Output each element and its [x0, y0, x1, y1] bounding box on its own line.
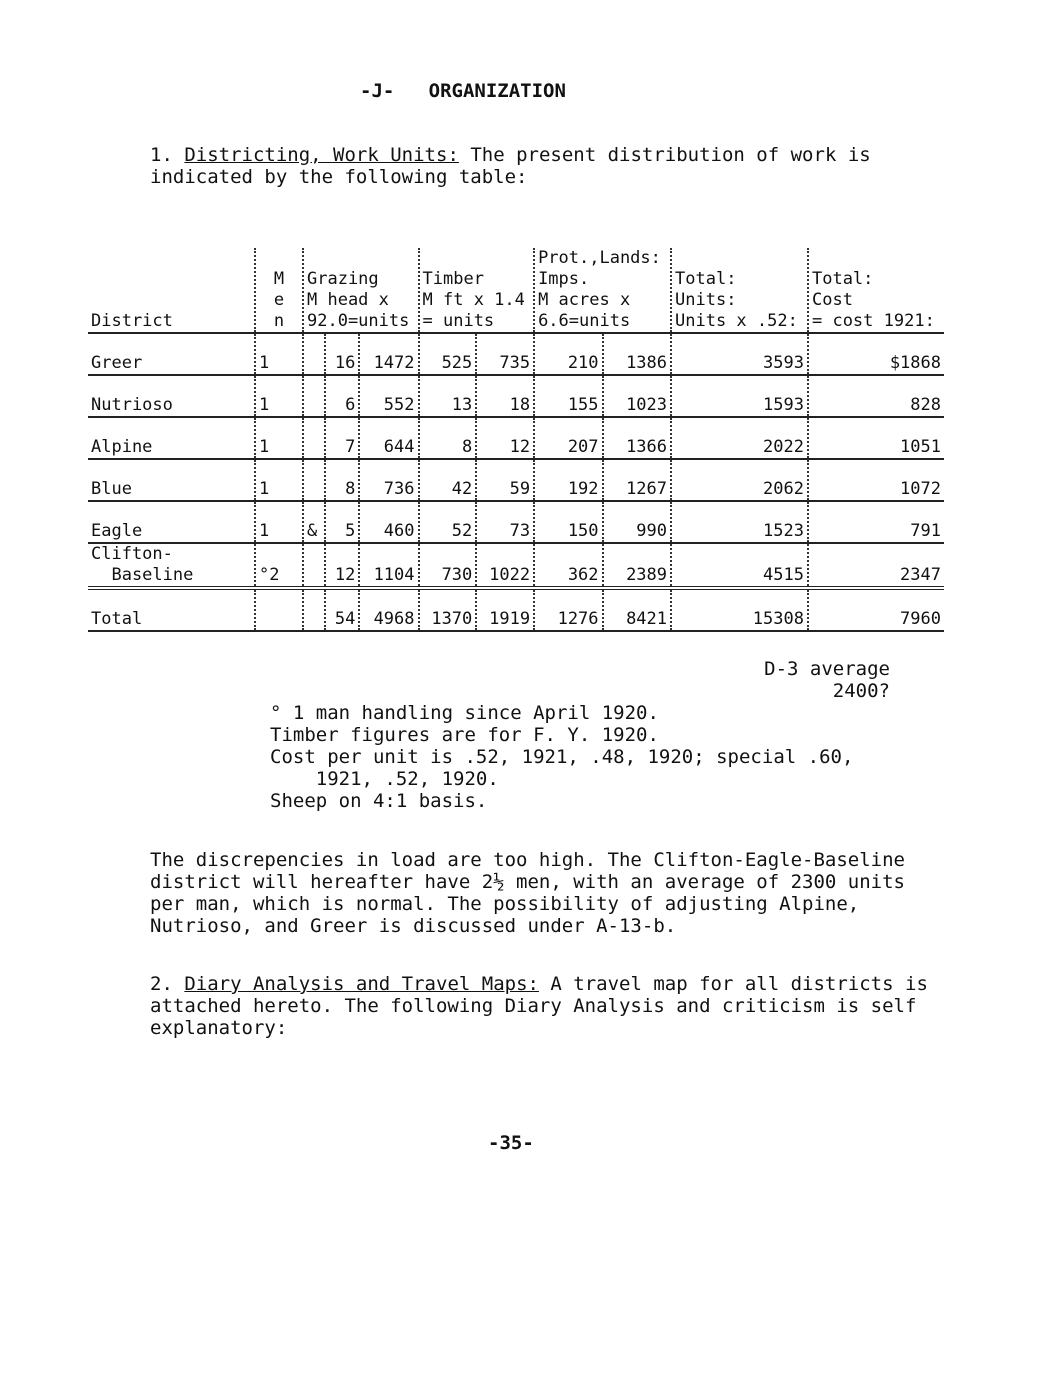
cell-timber-ft: 1370: [419, 588, 477, 631]
cell-total-cost: 1051: [808, 417, 944, 459]
cell-timber-units: 18: [476, 375, 534, 417]
cell-timber-units: 73: [476, 501, 534, 543]
cell-prot-acres: 192: [534, 459, 602, 501]
header-district: District: [88, 248, 255, 333]
cell-district: Alpine: [88, 417, 255, 459]
cell-total-units: 1593: [671, 375, 808, 417]
section-2-heading: Diary Analysis and Travel Maps:: [184, 973, 539, 995]
page-title: -J- ORGANIZATION: [360, 80, 566, 102]
cell-mark: [303, 543, 325, 588]
cell-prot-units: 1366: [603, 417, 671, 459]
cell-total-units: 15308: [671, 588, 808, 631]
cell-district: Clifton- Baseline: [88, 543, 255, 588]
cell-grazing-units: 4968: [359, 588, 418, 631]
cell-prot-units: 2389: [603, 543, 671, 588]
cell-timber-ft: 42: [419, 459, 477, 501]
cell-timber-units: 12: [476, 417, 534, 459]
cell-prot-acres: 207: [534, 417, 602, 459]
table-row: [88, 459, 944, 501]
cell-prot-acres: 155: [534, 375, 602, 417]
cell-grazing-head: 7: [325, 417, 359, 459]
cell-mark: [303, 588, 325, 631]
cell-mark: [303, 375, 325, 417]
cell-district: Greer: [88, 333, 255, 375]
section-1-heading: Districting, Work Units:: [184, 144, 459, 166]
cell-timber-units: 735: [476, 333, 534, 375]
cell-total-cost: 1072: [808, 459, 944, 501]
section-2-number: 2.: [150, 973, 173, 995]
d3-average-note: D-3 average 2400?: [764, 658, 890, 702]
section-1-text: The present distribution of work is indicated by the following table:: [150, 144, 871, 188]
cell-men: 1: [255, 417, 303, 459]
cell-district: Nutrioso: [88, 375, 255, 417]
section-1-number: 1.: [150, 144, 173, 166]
cell-total-units: 1523: [671, 501, 808, 543]
cell-total-units: 2022: [671, 417, 808, 459]
cell-men: [255, 588, 303, 631]
cell-grazing-head: 12: [325, 543, 359, 588]
cell-grazing-units: 552: [359, 375, 418, 417]
cell-total-cost: 791: [808, 501, 944, 543]
table-header-row: [88, 248, 944, 333]
table-row: [88, 501, 944, 543]
cell-mark: [303, 417, 325, 459]
header-men: M e n: [255, 248, 303, 333]
header-prot-lands: Prot.,Lands: Imps. M acres x 6.6=units: [534, 248, 671, 333]
cell-timber-ft: 8: [419, 417, 477, 459]
cell-timber-ft: 730: [419, 543, 477, 588]
header-total-units: Total: Units: Units x .52:: [671, 248, 808, 333]
cell-grazing-units: 1472: [359, 333, 418, 375]
cell-prot-acres: 210: [534, 333, 602, 375]
cell-mark: [303, 333, 325, 375]
cell-grazing-head: 16: [325, 333, 359, 375]
cell-prot-acres: 362: [534, 543, 602, 588]
cell-timber-ft: 52: [419, 501, 477, 543]
table-total-row: [88, 588, 944, 631]
cell-prot-units: 1386: [603, 333, 671, 375]
cell-total-cost: 828: [808, 375, 944, 417]
table-row: [88, 417, 944, 459]
table-footnotes: ° 1 man handling since April 1920. Timber figures are for F. Y. 1920. Cost per unit is .52, 1921, .48, 1920; special .60, 1921, .52, 1920. Sheep on 4:1 basis.: [270, 702, 854, 812]
cell-grazing-units: 460: [359, 501, 418, 543]
cell-grazing-head: 8: [325, 459, 359, 501]
work-units-table: [88, 248, 944, 632]
cell-grazing-units: 736: [359, 459, 418, 501]
cell-grazing-head: 54: [325, 588, 359, 631]
table-row: [88, 543, 944, 588]
header-total-cost: Total: Cost = cost 1921:: [808, 248, 944, 333]
cell-total-units: 2062: [671, 459, 808, 501]
cell-district: Total: [88, 588, 255, 631]
discrepancies-paragraph: The discrepencies in load are too high. The Clifton-Eagle-Baseline district will hereafter have 2½ men, with an average of 2300 units per man, which is normal. The possibility of adjusting Alpine, Nutrioso, and Greer is discussed under A-13-b.: [150, 849, 905, 937]
header-timber: Timber M ft x 1.4 = units: [419, 248, 535, 333]
section-2-text: A travel map for all districts is attached hereto. The following Diary Analysis and criticism is self explanatory:: [150, 973, 928, 1039]
cell-timber-units: 1919: [476, 588, 534, 631]
cell-men: 1: [255, 501, 303, 543]
cell-grazing-units: 644: [359, 417, 418, 459]
cell-mark: [303, 459, 325, 501]
cell-total-cost: $1868: [808, 333, 944, 375]
cell-prot-units: 990: [603, 501, 671, 543]
table-row: [88, 375, 944, 417]
cell-prot-acres: 1276: [534, 588, 602, 631]
cell-total-cost: 2347: [808, 543, 944, 588]
cell-grazing-head: 5: [325, 501, 359, 543]
cell-timber-units: 1022: [476, 543, 534, 588]
section-2-paragraph: [150, 973, 930, 1039]
cell-men: °2: [255, 543, 303, 588]
cell-prot-acres: 150: [534, 501, 602, 543]
cell-prot-units: 1267: [603, 459, 671, 501]
header-grazing: Grazing M head x 92.0=units: [303, 248, 419, 333]
cell-timber-units: 59: [476, 459, 534, 501]
cell-district: Blue: [88, 459, 255, 501]
cell-timber-ft: 13: [419, 375, 477, 417]
cell-mark: &: [303, 501, 325, 543]
cell-total-units: 3593: [671, 333, 808, 375]
cell-total-cost: 7960: [808, 588, 944, 631]
cell-prot-units: 1023: [603, 375, 671, 417]
cell-grazing-units: 1104: [359, 543, 418, 588]
cell-men: 1: [255, 333, 303, 375]
cell-prot-units: 8421: [603, 588, 671, 631]
cell-total-units: 4515: [671, 543, 808, 588]
cell-timber-ft: 525: [419, 333, 477, 375]
table-row: [88, 333, 944, 375]
cell-men: 1: [255, 459, 303, 501]
cell-district: Eagle: [88, 501, 255, 543]
cell-grazing-head: 6: [325, 375, 359, 417]
section-1-paragraph: [150, 144, 910, 188]
page-number: -35-: [488, 1132, 534, 1154]
cell-men: 1: [255, 375, 303, 417]
